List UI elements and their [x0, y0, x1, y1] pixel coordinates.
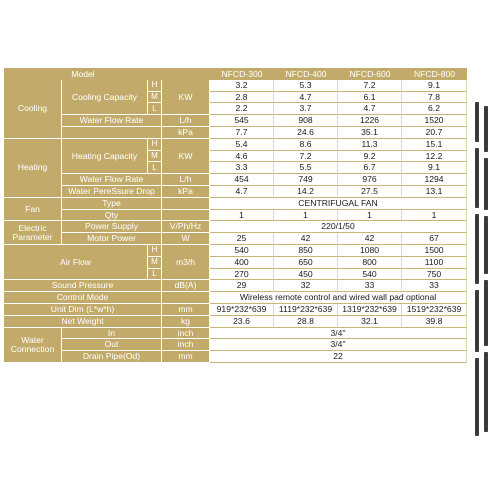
control-mode-value: Wireless remote control and wired wall pad optional	[210, 292, 467, 304]
value-cell: 749	[274, 174, 338, 186]
level-label: H	[148, 139, 162, 151]
water-connection-group-label: Water Connection	[4, 328, 62, 363]
heating-group-label: Heating	[4, 139, 62, 198]
value-cell: 650	[274, 257, 338, 269]
value-cell: 4.6	[210, 151, 274, 163]
value-cell: 454	[210, 174, 274, 186]
value-cell: 540	[338, 269, 402, 281]
value-cell: 7.7	[210, 127, 274, 139]
value-cell: 29	[210, 280, 274, 292]
electric-group-label: Electric Parameter	[4, 221, 62, 245]
drain-pipe-label: Drain Pipe(Od)	[62, 351, 162, 363]
cooling-drop-label	[62, 127, 162, 139]
motor-power-row	[4, 233, 467, 245]
cooling-capacity-unit: KW	[162, 80, 210, 115]
value-cell: 3.3	[210, 162, 274, 174]
drain-pipe-value: 22	[210, 351, 467, 363]
heating-drop-unit: kPa	[162, 186, 210, 198]
model-name: NFCD-800	[402, 68, 467, 80]
value-cell: 11.3	[338, 139, 402, 151]
fan-type-unit	[162, 198, 210, 210]
sound-pressure-label: Sound Pressure	[4, 280, 162, 292]
model-name: NFCD-600	[338, 68, 402, 80]
value-cell: 400	[210, 257, 274, 269]
value-cell: 20.7	[402, 127, 467, 139]
value-cell: 1	[274, 210, 338, 222]
net-weight-row	[4, 316, 467, 328]
spec-table	[4, 68, 467, 363]
value-cell: 1	[338, 210, 402, 222]
heating-flow-row	[4, 174, 467, 186]
unit-dim-row	[4, 304, 467, 316]
value-cell: 1520	[402, 115, 467, 127]
value-cell: 24.6	[274, 127, 338, 139]
cooling-drop-unit: kPa	[162, 127, 210, 139]
value-cell: 67	[402, 233, 467, 245]
water-in-label: In	[62, 328, 162, 340]
value-cell: 7.8	[402, 92, 467, 104]
side-note-lines-icon	[470, 100, 496, 440]
unit-dim-label: Unit Dim (L*w*h)	[4, 304, 162, 316]
value-cell: 9.1	[402, 80, 467, 92]
value-cell: 6.1	[338, 92, 402, 104]
value-cell: 270	[210, 269, 274, 281]
value-cell: 14.2	[274, 186, 338, 198]
level-label: H	[148, 80, 162, 92]
value-cell: 1080	[338, 245, 402, 257]
cooling-flow-row	[4, 115, 467, 127]
air-flow-h-row	[4, 245, 467, 257]
level-label: L	[148, 162, 162, 174]
heating-capacity-unit: KW	[162, 139, 210, 174]
model-name: NFCD-300	[210, 68, 274, 80]
value-cell: 1319*232*639	[338, 304, 402, 316]
air-flow-label: Air Flow	[4, 245, 148, 280]
control-mode-unit	[162, 292, 210, 304]
fan-qty-label: Qty	[62, 210, 162, 222]
value-cell: 5.3	[274, 80, 338, 92]
level-label: M	[148, 257, 162, 269]
drain-pipe-unit: mm	[162, 351, 210, 363]
net-weight-label: Net Weight	[4, 316, 162, 328]
cooling-capacity-label: Cooling Capacity	[62, 80, 148, 115]
cooling-drop-row	[4, 127, 467, 139]
value-cell: 919*232*639	[210, 304, 274, 316]
value-cell: 1519*232*639	[402, 304, 467, 316]
value-cell: 42	[274, 233, 338, 245]
value-cell: 5.5	[274, 162, 338, 174]
header-unit-cell	[162, 68, 210, 80]
heating-capacity-label: Heating Capacity	[62, 139, 148, 174]
value-cell: 6.2	[402, 103, 467, 115]
value-cell: 1119*232*639	[274, 304, 338, 316]
value-cell: 33	[338, 280, 402, 292]
value-cell: 1	[402, 210, 467, 222]
value-cell: 850	[274, 245, 338, 257]
fan-type-label: Type	[62, 198, 162, 210]
value-cell: 33	[402, 280, 467, 292]
power-supply-value: 220/1/50	[210, 221, 467, 233]
value-cell: 28.8	[274, 316, 338, 328]
value-cell: 7.2	[338, 80, 402, 92]
control-mode-row	[4, 292, 467, 304]
value-cell: 1294	[402, 174, 467, 186]
level-label: H	[148, 245, 162, 257]
value-cell: 32.1	[338, 316, 402, 328]
value-cell: 1	[210, 210, 274, 222]
water-in-row	[4, 328, 467, 340]
value-cell: 976	[338, 174, 402, 186]
level-label: M	[148, 151, 162, 163]
value-cell: 545	[210, 115, 274, 127]
value-cell: 25	[210, 233, 274, 245]
value-cell: 8.6	[274, 139, 338, 151]
water-out-unit: inch	[162, 339, 210, 351]
value-cell: 3.7	[274, 103, 338, 115]
model-name: NFCD-400	[274, 68, 338, 80]
value-cell: 15.1	[402, 139, 467, 151]
unit-dim-unit: mm	[162, 304, 210, 316]
fan-group-label: Fan	[4, 198, 62, 222]
fan-qty-unit	[162, 210, 210, 222]
power-supply-label: Power Supply	[62, 221, 162, 233]
heating-flow-unit: L/h	[162, 174, 210, 186]
value-cell: 5.4	[210, 139, 274, 151]
water-out-row	[4, 339, 467, 351]
level-label: L	[148, 103, 162, 115]
value-cell: 450	[274, 269, 338, 281]
value-cell: 23.6	[210, 316, 274, 328]
level-label: L	[148, 269, 162, 281]
value-cell: 1100	[402, 257, 467, 269]
water-in-value: 3/4"	[210, 328, 467, 340]
value-cell: 32	[274, 280, 338, 292]
value-cell: 9.1	[402, 162, 467, 174]
value-cell: 12.2	[402, 151, 467, 163]
value-cell: 4.7	[338, 103, 402, 115]
sound-pressure-row	[4, 280, 467, 292]
value-cell: 4.7	[210, 186, 274, 198]
sound-pressure-unit: dB(A)	[162, 280, 210, 292]
value-cell: 42	[338, 233, 402, 245]
value-cell: 750	[402, 269, 467, 281]
side-conditions-note	[470, 100, 496, 440]
heating-drop-row	[4, 186, 467, 198]
water-out-value: 3/4"	[210, 339, 467, 351]
level-label: M	[148, 92, 162, 104]
drain-pipe-row	[4, 351, 467, 363]
air-flow-unit: m3/h	[162, 245, 210, 280]
value-cell: 2.2	[210, 103, 274, 115]
heating-flow-label: Water Flow Rate	[62, 174, 162, 186]
value-cell: 1226	[338, 115, 402, 127]
value-cell: 39.8	[402, 316, 467, 328]
water-in-unit: inch	[162, 328, 210, 340]
value-cell: 908	[274, 115, 338, 127]
value-cell: 3.2	[210, 80, 274, 92]
net-weight-unit: kg	[162, 316, 210, 328]
model-label: Model	[4, 68, 162, 80]
cooling-capacity-h-row	[4, 80, 467, 92]
fan-type-row	[4, 198, 467, 210]
power-supply-row	[4, 221, 467, 233]
header-row	[4, 68, 467, 80]
value-cell: 1500	[402, 245, 467, 257]
value-cell: 2.8	[210, 92, 274, 104]
value-cell: 800	[338, 257, 402, 269]
cooling-flow-label: Water Flow Rate	[62, 115, 162, 127]
motor-power-unit: W	[162, 233, 210, 245]
value-cell: 7.2	[274, 151, 338, 163]
heating-drop-label: Water PereSsure Drop	[62, 186, 162, 198]
cooling-flow-unit: L/h	[162, 115, 210, 127]
value-cell: 13.1	[402, 186, 467, 198]
value-cell: 27.5	[338, 186, 402, 198]
value-cell: 540	[210, 245, 274, 257]
power-supply-unit: V/Ph/Hz	[162, 221, 210, 233]
fan-type-value: CENTRIFUGAL FAN	[210, 198, 467, 210]
value-cell: 35.1	[338, 127, 402, 139]
fan-qty-row	[4, 210, 467, 222]
cooling-group-label: Cooling	[4, 80, 62, 139]
water-out-label: Out	[62, 339, 162, 351]
value-cell: 4.7	[274, 92, 338, 104]
heating-capacity-h-row	[4, 139, 467, 151]
value-cell: 6.7	[338, 162, 402, 174]
control-mode-label: Control Mode	[4, 292, 162, 304]
motor-power-label: Motor Power	[62, 233, 162, 245]
value-cell: 9.2	[338, 151, 402, 163]
